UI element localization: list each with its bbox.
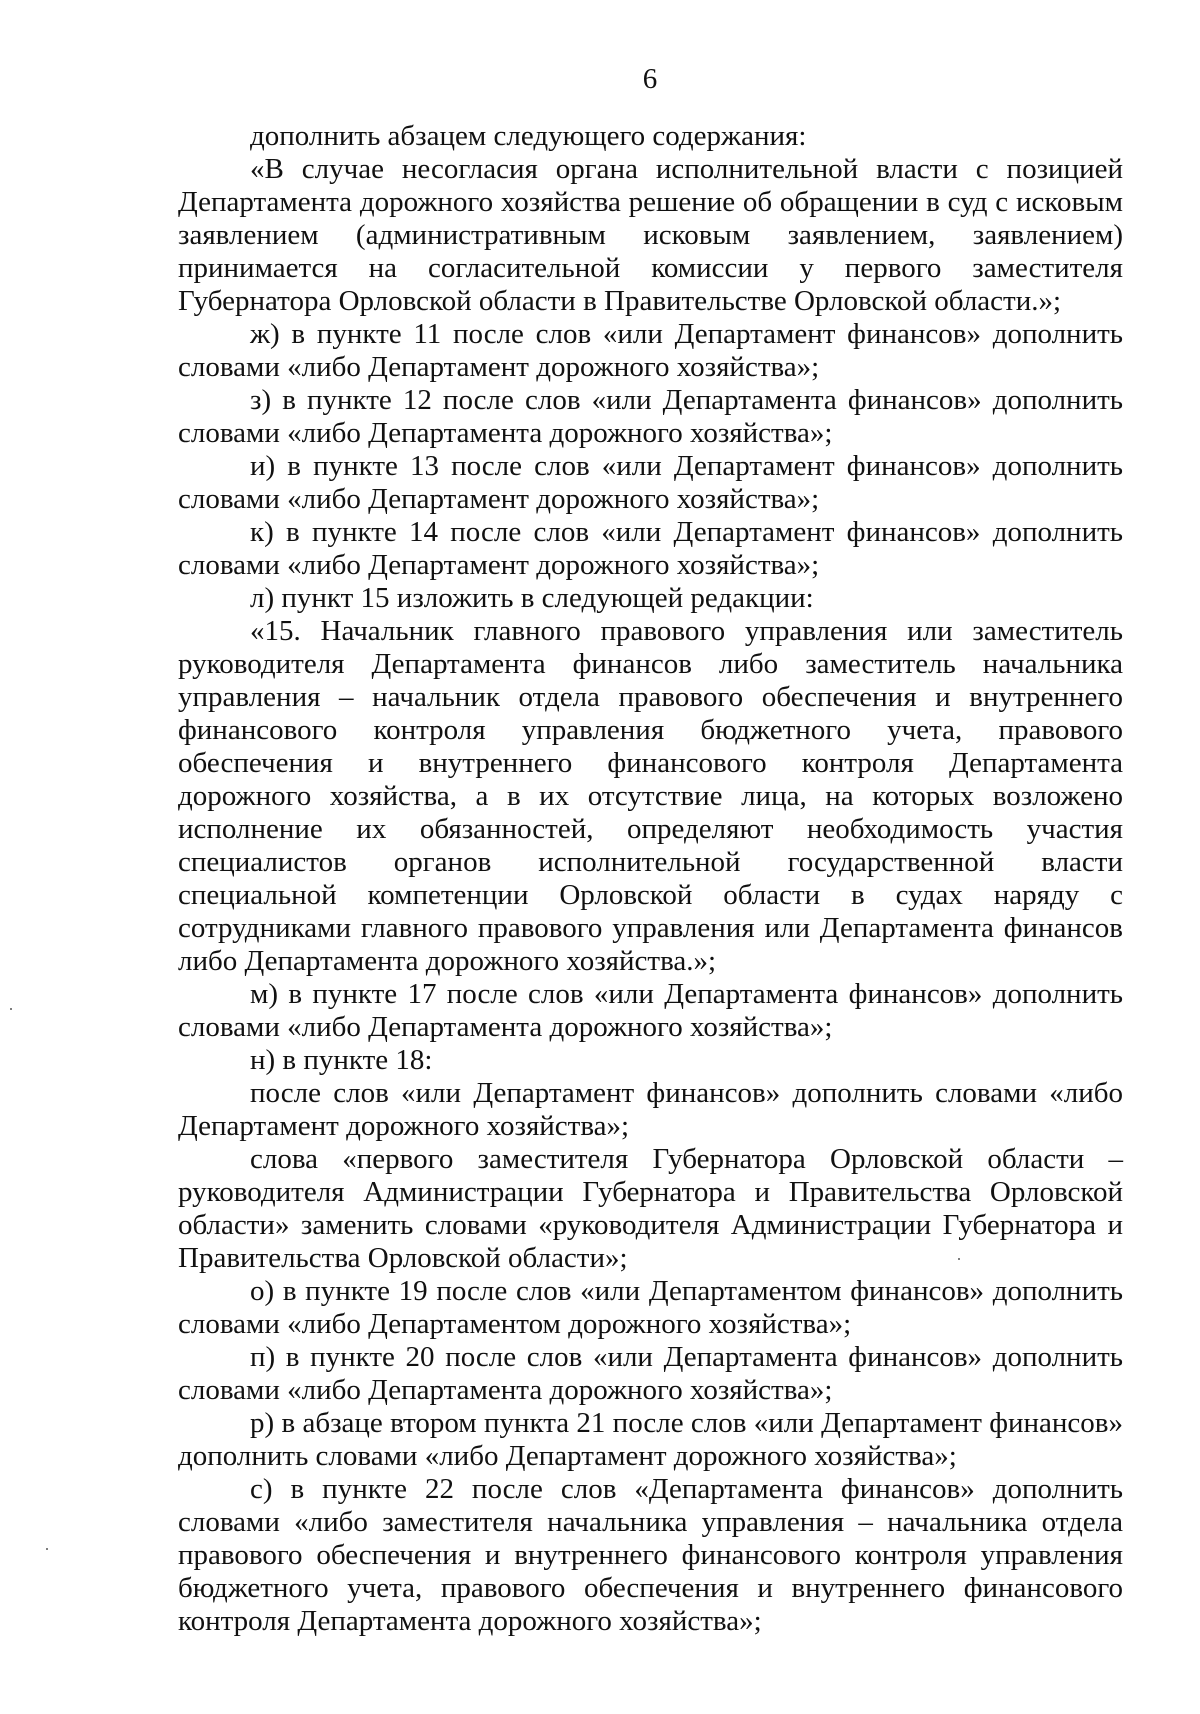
paragraph: н) в пункте 18: [250,1044,433,1076]
paragraph: дополнить абзацем следующего содержания: [250,120,807,152]
paragraph: л) пункт 15 изложить в следующей редакции: [250,582,814,614]
paragraph: ж) в пункте 11 после слов «или Департамент финансов» дополнить словами «либо Департамент дорожного хозяйства»; [178,318,1123,383]
page-number: 6 [642,63,658,95]
paragraph: «15. Начальник главного правового управления или заместитель руководителя Департамента финансов либо заместитель начальника управления – начальник отдела правового обеспечения и внутреннего финансового контроля управления бюджетного учета, правового обеспечения и внутреннего финансового контроля Департамента дорожного хозяйства, а в их отсутствие лица, на которых возложено исполнение их обязанностей, определяют необходимость участия специалистов органов исполнительной государственной власти специальной компетенции Орловской области в судах наряду с сотрудниками главного правового управления или Департамента финансов либо Департамента дорожного хозяйства.»; [178,615,1123,977]
paragraph: после слов «или Департамент финансов» дополнить словами «либо Департамент дорожного хозяйства»; [178,1077,1123,1142]
paragraph: и) в пункте 13 после слов «или Департамент финансов» дополнить словами «либо Департамент дорожного хозяйства»; [178,450,1123,515]
scan-speck [10,1008,12,1010]
paragraph: з) в пункте 12 после слов «или Департамента финансов» дополнить словами «либо Департамента дорожного хозяйства»; [178,384,1123,449]
scan-speck [958,1258,960,1260]
scan-speck [46,1548,48,1550]
paragraph: о) в пункте 19 после слов «или Департаментом финансов» дополнить словами «либо Департаментом дорожного хозяйства»; [178,1275,1123,1340]
paragraph: с) в пункте 22 после слов «Департамента финансов» дополнить словами «либо заместителя начальника управления – начальника отдела правового обеспечения и внутреннего финансового контроля управления бюджетного учета, правового обеспечения и внутреннего финансового контроля Департамента дорожного хозяйства»; [178,1473,1123,1637]
paragraph: «В случае несогласия органа исполнительной власти с позицией Департамента дорожного хозяйства решение об обращении в суд с исковым заявлением (административным исковым заявлением, заявлением) принимается на согласительной комиссии у первого заместителя Губернатора Орловской области в Правительстве Орловской области.»; [178,153,1123,317]
paragraph: слова «первого заместителя Губернатора Орловской области – руководителя Администрации Губернатора и Правительства Орловской области» заменить словами «руководителя Администрации Губернатора и Правительства Орловской области»; [178,1143,1123,1274]
paragraph: р) в абзаце втором пункта 21 после слов «или Департамент финансов» дополнить словами «либо Департамент дорожного хозяйства»; [178,1407,1123,1472]
document-body [178,120,1123,1638]
paragraph: к) в пункте 14 после слов «или Департамент финансов» дополнить словами «либо Департамент дорожного хозяйства»; [178,516,1123,581]
paragraph: м) в пункте 17 после слов «или Департамента финансов» дополнить словами «либо Департамента дорожного хозяйства»; [178,978,1123,1043]
paragraph: п) в пункте 20 после слов «или Департамента финансов» дополнить словами «либо Департамента дорожного хозяйства»; [178,1341,1123,1406]
